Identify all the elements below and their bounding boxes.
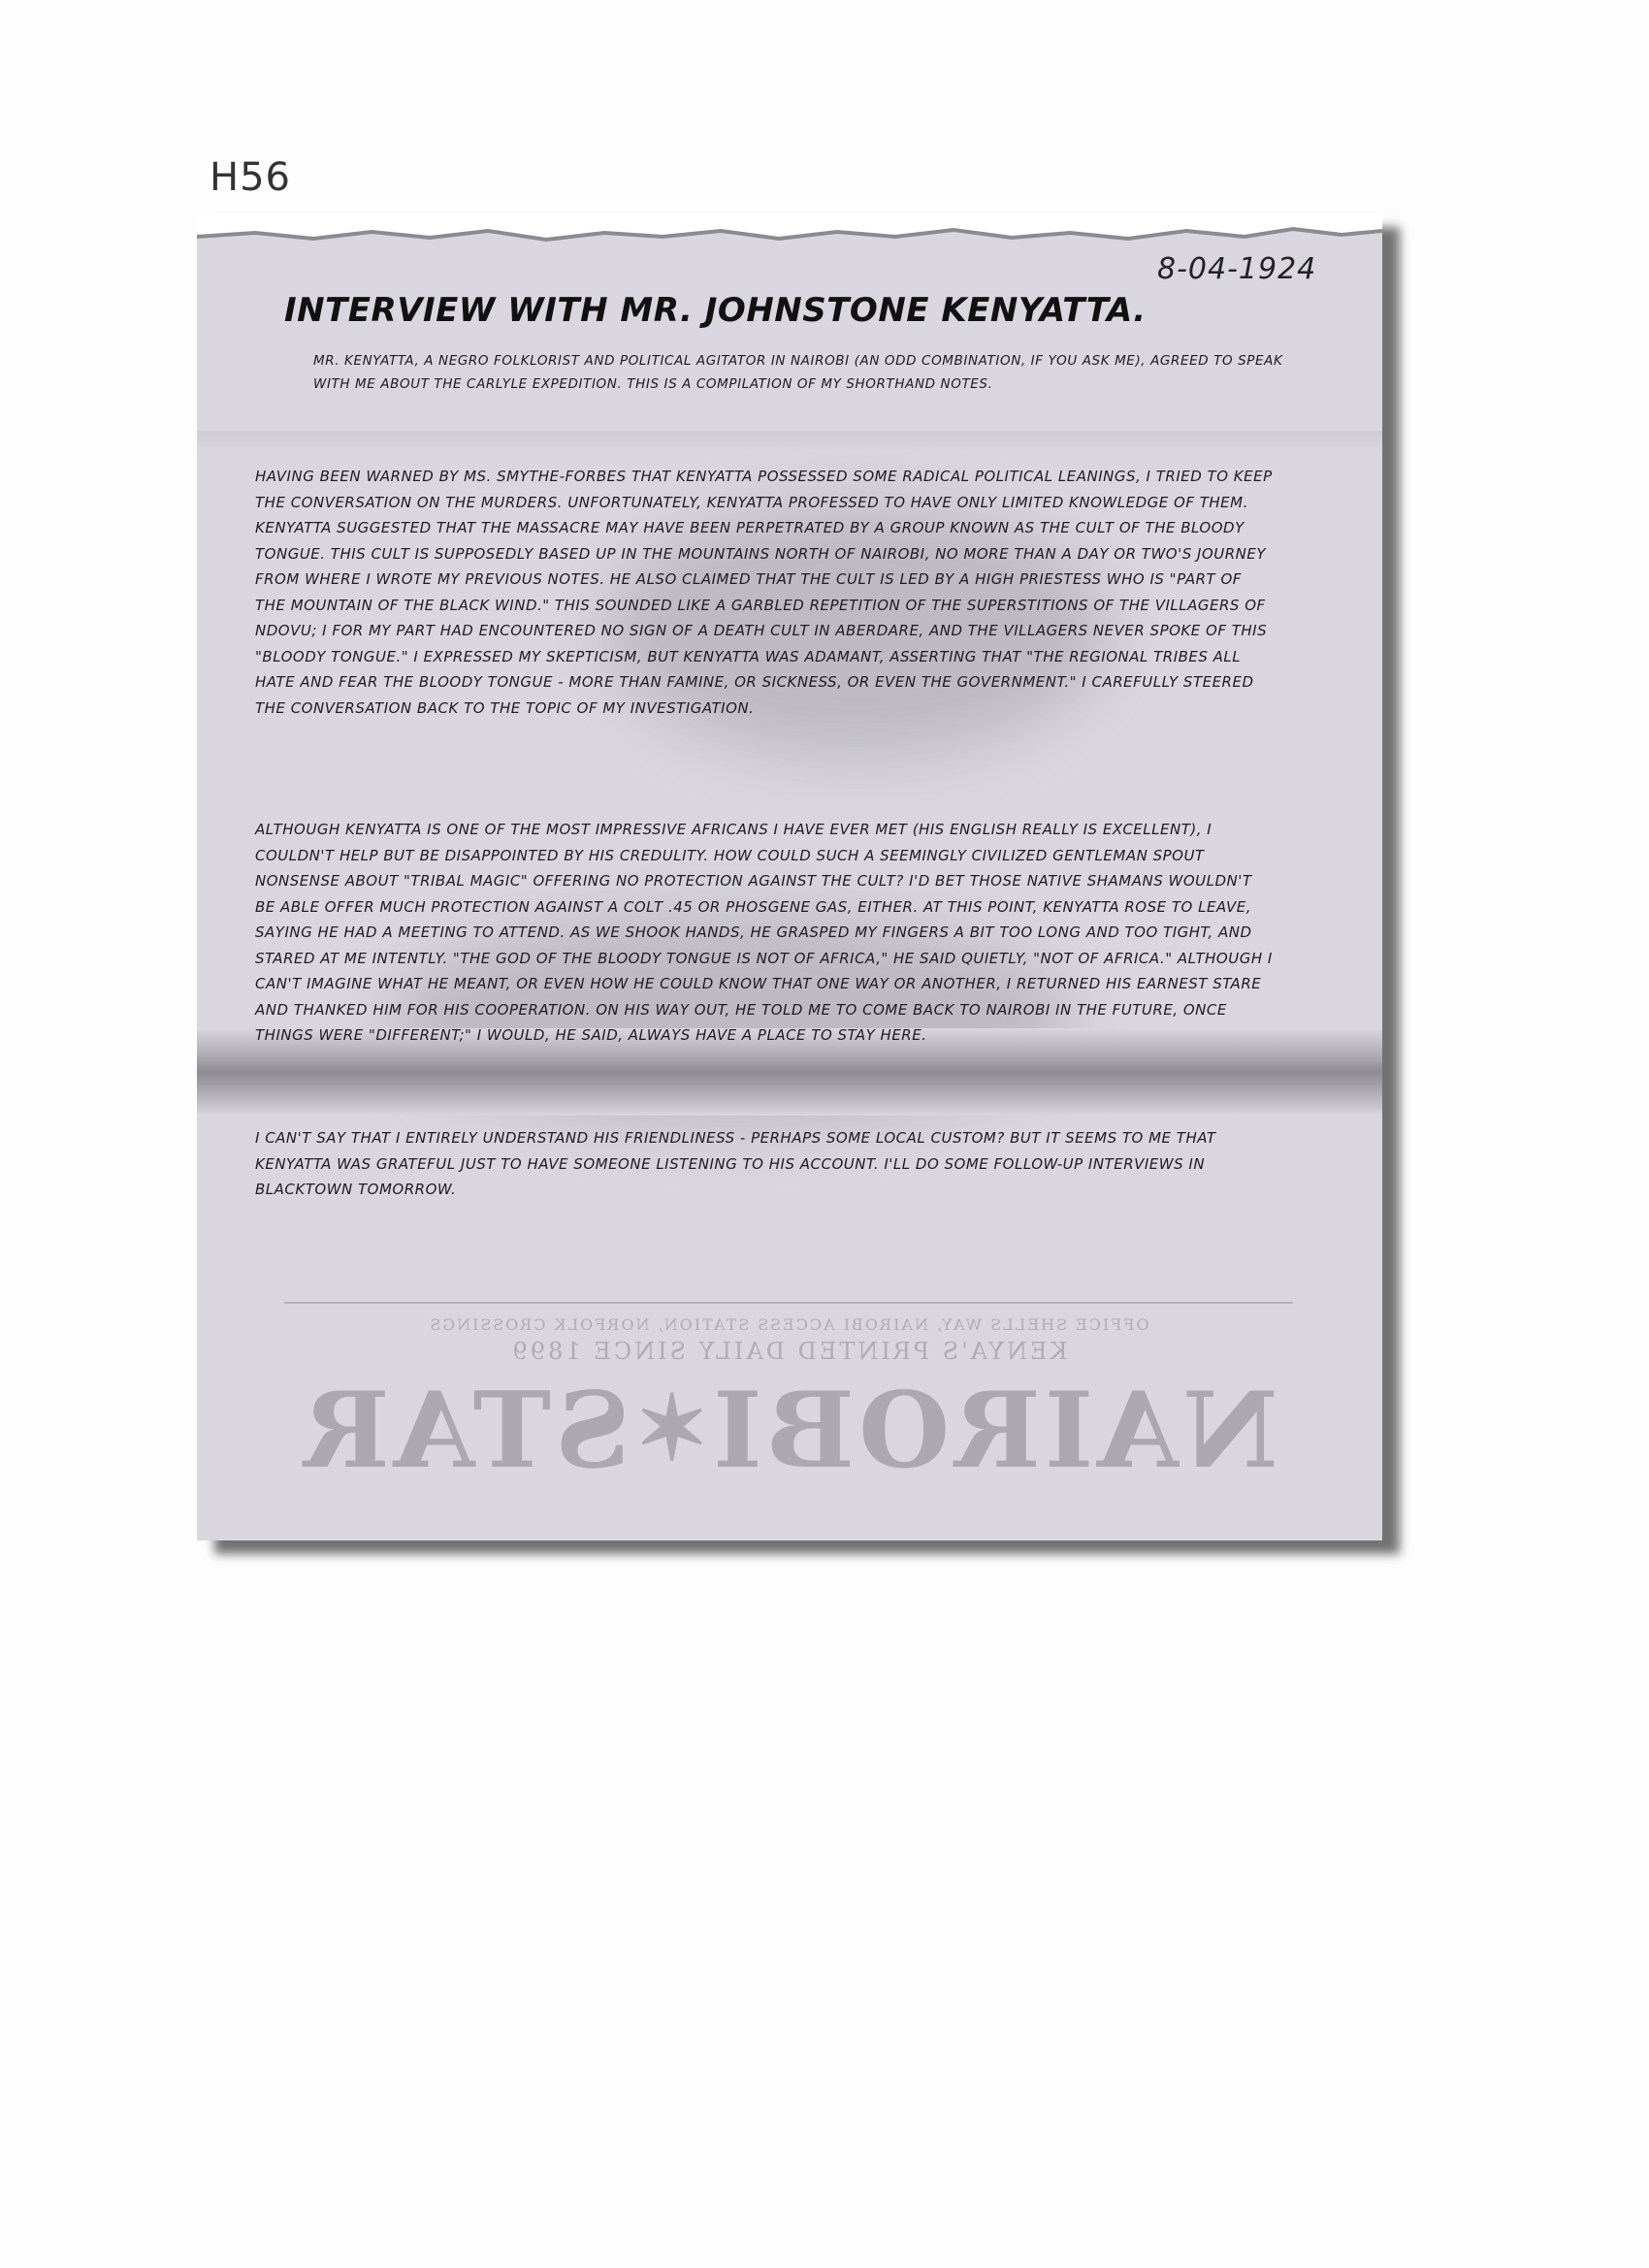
star-icon: ✶ bbox=[630, 1376, 710, 1480]
document-intro: MR. KENYATTA, A NEGRO FOLKLORIST AND POLITICAL AGITATOR IN NAIROBI (AN ODD COMBINATION, IF YOU ASK ME), AGREED TO SPEAK WITH ME ABOUT THE CARLYLE EXPEDITION. THIS IS A COMPILATION OF MY SHORTHAND NOTES. bbox=[313, 353, 1283, 392]
masthead-name-left: NAIROBI bbox=[709, 1370, 1278, 1492]
document-title: INTERVIEW WITH MR. JOHNSTONE KENYATTA. bbox=[284, 291, 1147, 330]
handout-paper bbox=[197, 213, 1382, 1540]
paragraph-1: HAVING BEEN WARNED BY MS. SMYTHE-FORBES THAT KENYATTA POSSESSED SOME RADICAL POLITICAL LEANINGS, I TRIED TO KEEP THE CONVERSATION ON THE MURDERS. UNFORTUNATELY, KENYATTA PROFESSED TO HAVE ONLY LIMITED KNOWLEDGE OF THEM. KENYATTA SUGGESTED THAT THE MASSACRE MAY HAVE BEEN PERPETRATED BY A GROUP KNOWN AS THE CULT OF THE BLOODY TONGUE. THIS CULT IS SUPPOSEDLY BASED UP IN THE MOUNTAINS NORTH OF NAIROBI, NO MORE THAN A DAY OR TWO'S JOURNEY FROM WHERE I WROTE MY PREVIOUS NOTES. HE ALSO CLAIMED THAT THE CULT IS LED BY A HIGH PRIESTESS WHO IS "PART OF THE MOUNTAIN OF THE BLACK WIND." THIS SOUNDED LIKE A GARBLED REPETITION OF THE SUPERSTITIONS OF THE VILLAGERS OF NDOVU; I FOR MY PART HAD ENCOUNTERED NO SIGN OF A DEATH CULT IN ABERDARE, AND THE VILLAGERS NEVER SPOKE OF THIS "BLOODY TONGUE." I EXPRESSED MY SKEPTICISM, BUT KENYATTA WAS ADAMANT, ASSERTING THAT "THE REGIONAL TRIBES ALL HATE AND FEAR THE BLOODY TONGUE - MORE THAN FAMINE, OR SICKNESS, OR EVEN THE GOVERNMENT." I CAREFULLY STEERED THE CONVERSATION BACK TO THE TOPIC OF MY INVESTIGATION. bbox=[255, 468, 1273, 717]
document-date: 8-04-1924 bbox=[1157, 252, 1317, 286]
masthead-name bbox=[284, 1365, 1293, 1494]
masthead-name-right: STAR bbox=[299, 1370, 631, 1492]
paragraph-3: I CAN'T SAY THAT I ENTIRELY UNDERSTAND HIS FRIENDLINESS - PERHAPS SOME LOCAL CUSTOM? BUT IT SEEMS TO ME THAT KENYATTA WAS GRATEFUL JUST TO HAVE SOMEONE LISTENING TO HIS ACCOUNT. I'LL DO SOME FOLLOW-UP INTERVIEWS IN BLACKTOWN TOMORROW. bbox=[255, 1129, 1216, 1198]
masthead-office-line: OFFICE SHELLS WAY, NAIROBI ACCESS STATION, NORFOLK CROSSINGS bbox=[428, 1315, 1149, 1334]
fold-crease-top bbox=[197, 431, 1382, 452]
newspaper-masthead-bleedthrough bbox=[284, 1302, 1293, 1517]
paragraph-2: ALTHOUGH KENYATTA IS ONE OF THE MOST IMPRESSIVE AFRICANS I HAVE EVER MET (HIS ENGLISH REALLY IS EXCELLENT), I COULDN'T HELP BUT BE DISAPPOINTED BY HIS CREDULITY. HOW COULD SUCH A SEEMINGLY CIVILIZED GENTLEMAN SPOUT NONSENSE ABOUT "TRIBAL MAGIC" OFFERING NO PROTECTION AGAINST THE CULT? I'D BET THOSE NATIVE SHAMANS WOULDN'T BE ABLE OFFER MUCH PROTECTION AGAINST A COLT .45 OR PHOSGENE GAS, EITHER. AT THIS POINT, KENYATTA ROSE TO LEAVE, SAYING HE HAD A MEETING TO ATTEND. AS WE SHOOK HANDS, HE GRASPED MY FINGERS A BIT TOO LONG AND TOO TIGHT, AND STARED AT ME INTENTLY. "THE GOD OF THE BLOODY TONGUE IS NOT OF AFRICA," HE SAID QUIETLY, "NOT OF AFRICA." ALTHOUGH I CAN'T IMAGINE WHAT HE MEANT, OR EVEN HOW HE COULD KNOW THAT ONE WAY OR ANOTHER, I RETURNED HIS EARNEST STARE AND THANKED HIM FOR HIS COOPERATION. ON HIS WAY OUT, HE TOLD ME TO COME BACK TO NAIROBI IN THE FUTURE, ONCE THINGS WERE "DIFFERENT;" I WOULD, HE SAID, ALWAYS HAVE A PLACE TO STAY HERE. bbox=[255, 821, 1273, 1044]
torn-top-edge bbox=[197, 213, 1382, 252]
page-reference-mark: H56 bbox=[210, 155, 291, 200]
masthead-tagline: KENYA'S PRINTED DAILY SINCE 1899 bbox=[509, 1338, 1068, 1365]
